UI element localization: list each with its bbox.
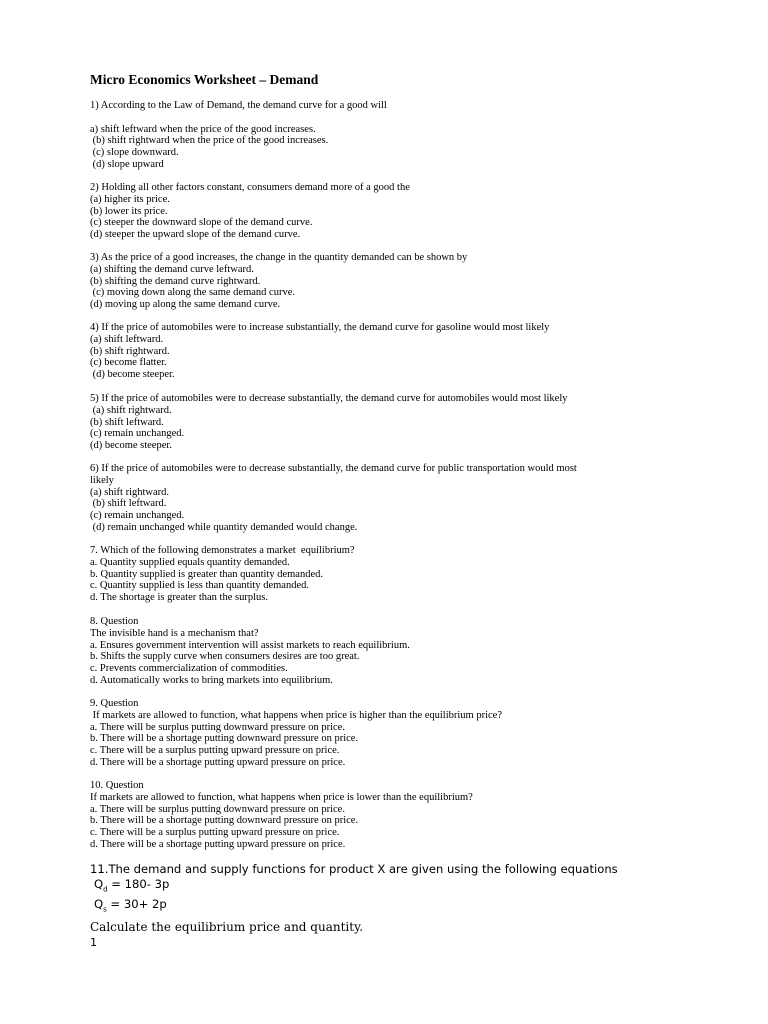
- answer-line: a) shift leftward when the price of the good increases.: [90, 123, 316, 135]
- question-9: [90, 698, 690, 769]
- answer-line: (a) shift leftward.: [90, 333, 164, 345]
- answer-line: (b) shift rightward.: [90, 345, 170, 357]
- answer-line: b. There will be a shortage putting downward pressure on price.: [90, 815, 359, 827]
- question-11-instruction: Calculate the equilibrium price and quantity.: [90, 919, 364, 934]
- answer-line: (d) remain unchanged while quantity demanded would change.: [90, 521, 358, 533]
- supply-subscript: s: [103, 905, 107, 914]
- demand-subscript: d: [103, 885, 108, 894]
- answer-line: (c) become flatter.: [90, 357, 167, 369]
- answer-line: a. Quantity supplied equals quantity demanded.: [90, 556, 290, 568]
- question-8: [90, 616, 690, 687]
- answer-line: (c) remain unchanged.: [90, 428, 185, 440]
- demand-rest: = 180- 3p: [107, 877, 170, 891]
- question-text: 10. Question: [90, 780, 144, 791]
- question-text: 5) If the price of automobiles were to decrease substantially, the demand curve for automobiles would most likely: [90, 393, 568, 404]
- question-4: [90, 322, 690, 381]
- answer-line: (d) become steeper.: [90, 440, 172, 452]
- answer-line: c. There will be a surplus putting upward pressure on price.: [90, 745, 340, 757]
- answer-line: a. There will be surplus putting downward pressure on price.: [90, 803, 345, 815]
- question-6: [90, 463, 690, 534]
- question-text: 2) Holding all other factors constant, consumers demand more of a good the: [90, 182, 410, 193]
- answer-line: b. There will be a shortage putting downward pressure on price.: [90, 733, 359, 745]
- supply-equation: [90, 897, 710, 917]
- answer-line: (a) shifting the demand curve leftward.: [90, 263, 254, 275]
- demand-equation: [90, 877, 710, 897]
- supply-q: Q: [94, 897, 104, 912]
- answer-line: (c) steeper the downward slope of the demand curve.: [90, 217, 313, 229]
- demand-q: Q: [94, 877, 104, 891]
- question-text: 9. Question: [90, 698, 139, 709]
- answer-line: d. There will be a shortage putting upward pressure on price.: [90, 838, 346, 850]
- answer-line: b. Quantity supplied is greater than quantity demanded.: [90, 568, 323, 580]
- question-5: [90, 393, 690, 452]
- answer-line: c. There will be a surplus putting upward pressure on price.: [90, 827, 340, 839]
- question-3: [90, 252, 690, 311]
- answer-line: a. Ensures government intervention will assist markets to reach equilibrium.: [90, 639, 410, 651]
- answer-line: [90, 112, 690, 124]
- answer-line: a. There will be surplus putting downward pressure on price.: [90, 721, 345, 733]
- answer-line: (d) slope upward: [90, 158, 164, 170]
- answer-line: (b) lower its price.: [90, 205, 168, 217]
- answer-line: (c) remain unchanged.: [90, 510, 185, 522]
- question-text: 3) As the price of a good increases, the change in the quantity demanded can be shown by: [90, 252, 468, 263]
- question-10: [90, 780, 690, 851]
- worksheet-title: Micro Economics Worksheet – Demand: [90, 72, 319, 87]
- question-text: 1) According to the Law of Demand, the demand curve for a good will: [90, 100, 387, 111]
- question-11: [90, 862, 710, 935]
- question-2: [90, 182, 690, 241]
- question-text: 7. Which of the following demonstrates a market equilibrium?: [90, 545, 355, 556]
- supply-rest: = 30+ 2p: [106, 897, 167, 912]
- question-text: 8. Question: [90, 616, 139, 627]
- answer-line: (d) become steeper.: [90, 369, 175, 381]
- answer-line: (c) moving down along the same demand curve.: [90, 287, 295, 299]
- answer-line: c. Prevents commercialization of commodities.: [90, 663, 288, 675]
- answer-line: (b) shift rightward when the price of the good increases.: [90, 135, 329, 147]
- answer-line: (d) moving up along the same demand curve.: [90, 299, 281, 311]
- question-11-prompt: 11.The demand and supply functions for product X are given using the following equations: [90, 862, 618, 876]
- answer-line: likely: [90, 474, 114, 486]
- question-1: [90, 100, 690, 171]
- answer-line: (a) shift rightward.: [90, 486, 170, 498]
- answer-line: (a) shift rightward.: [90, 404, 172, 416]
- answer-line: d. The shortage is greater than the surplus.: [90, 592, 268, 604]
- answer-line: b. Shifts the supply curve when consumers desires are too great.: [90, 651, 360, 663]
- answer-line: d. Automatically works to bring markets into equilibrium.: [90, 674, 333, 686]
- answer-line: If markets are allowed to function, what happens when price is lower than the equilibrium?: [90, 791, 473, 803]
- answer-line: The invisible hand is a mechanism that?: [90, 627, 259, 639]
- answer-line: (c) slope downward.: [90, 147, 179, 159]
- answer-line: (d) steeper the upward slope of the demand curve.: [90, 229, 301, 241]
- question-text: 4) If the price of automobiles were to increase substantially, the demand curve for gasoline would most likely: [90, 322, 550, 333]
- question-7: [90, 545, 690, 604]
- answer-line: If markets are allowed to function, what happens when price is higher than the equilibrium price?: [90, 709, 502, 721]
- question-text: 6) If the price of automobiles were to decrease substantially, the demand curve for public transportation would most: [90, 463, 577, 474]
- answer-line: (b) shift leftward.: [90, 416, 164, 428]
- page-number: 1: [90, 936, 97, 949]
- answer-line: c. Quantity supplied is less than quantity demanded.: [90, 580, 310, 592]
- answer-line: (b) shifting the demand curve rightward.: [90, 275, 261, 287]
- answer-line: d. There will be a shortage putting upward pressure on price.: [90, 756, 346, 768]
- answer-line: (b) shift leftward.: [90, 498, 167, 510]
- answer-line: (a) higher its price.: [90, 193, 170, 205]
